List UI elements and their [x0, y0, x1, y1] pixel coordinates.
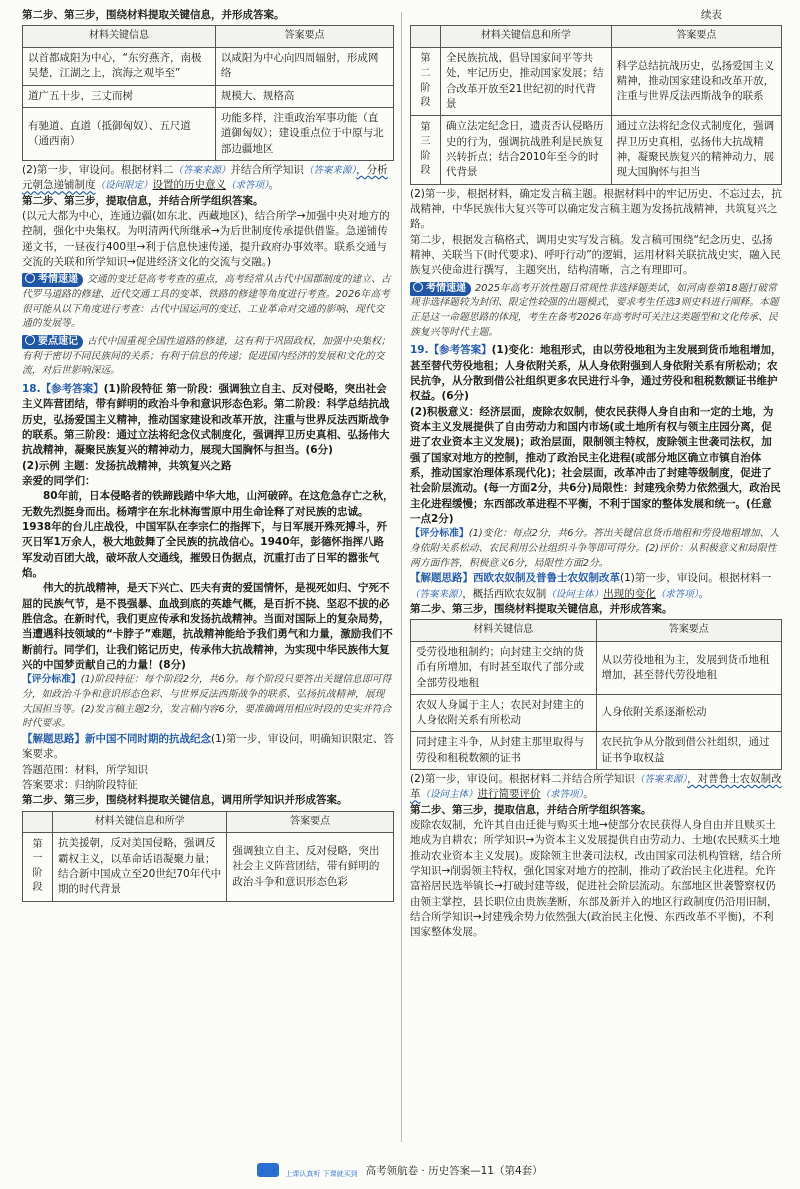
answer-text: 亲爱的同学们： [22, 474, 96, 487]
text: 。 [698, 587, 710, 600]
table-row [23, 107, 394, 160]
step-heading: 第二步、第三步，提取信息，并结合所学组织答案。 [410, 803, 652, 816]
table-header: 材料关键信息和所学 [441, 26, 612, 48]
table-cell: 全民族抗战，倡导国家间平等共处，牢记历史，推动国家发展；结合改革开放至21世纪初的时代背景 [441, 47, 612, 115]
handwritten-note: （设问限定） [95, 180, 153, 192]
exam-trend-box [22, 273, 394, 332]
magnifier-icon [25, 273, 35, 283]
magnifier-icon [25, 335, 35, 345]
text: 。 [268, 179, 280, 192]
paragraph: (2)第一步，根据材料，确定发言稿主题。根据材料中的牢记历史、不忘过去，抗战精神，中华民族伟大复兴等可以确定发言稿主题为发扬抗战精神，共筑复兴之路。 [410, 187, 782, 231]
table-header: 答案要点 [215, 26, 393, 48]
scoring-criteria-2 [410, 527, 782, 571]
key-points-text: 古代中国重视全国性道路的修建，这有利于巩固政权，加强中央集权；有利于密切不同民族间的关系；有利于信息的传递；促进国内经济的发展和文化的交流，对后世影响深远。 [22, 335, 391, 377]
table-row [411, 694, 782, 732]
scoring-label: 【评分标准】 [22, 674, 81, 686]
table-cell: 农民抗争从分散到借公社组织，通过证书争取权益 [596, 732, 782, 770]
table-cell: 以咸阳为中心向四周辐射，形成网络 [215, 47, 393, 85]
badge-label: 要点速记 [38, 335, 78, 347]
paragraph: (以元大都为中心，连通边疆(如东北、西藏地区)，结合所学→加强中央对地方的控制，强化中央集权。为明清两代所继承→为后世制度传承提供借鉴。急递铺传递文书，一昼夜行400里→利于信息快速传递，提升政府办事效率。联系交通与交流的关联和所学知识→促进经济文化的交流与交融。) [22, 209, 390, 268]
question-number: 18. [22, 383, 41, 395]
table-cell: 农奴人身属于主人；农民对封建主的人身依附关系有所松动 [411, 694, 597, 732]
scoring-label: 【评分标准】 [410, 528, 469, 540]
q19-part2-question [410, 772, 782, 803]
text: 设置的历史意义 [152, 179, 227, 192]
table-cell: 确立法定纪念日，遗责否认侵略历史的行为，强调抗战胜利是民族复兴转折点；结合2010年至今的时代背景 [441, 116, 612, 184]
scoring-criteria [22, 673, 394, 732]
table-row [411, 116, 782, 184]
paragraph: 答题范围：材料，所学知识 [22, 763, 148, 776]
table-cell: 规模大、规格高 [215, 85, 393, 107]
answer-text: (2)示例 主题：发扬抗战精神，共筑复兴之路 [22, 459, 232, 472]
scoring-text: (1)阶段特征：每个阶段2分，共6分。每个阶段只要答出关键信息即可得分，如政治斗争和意识形态色彩、与世界反法西斯战争的联系、弘扬抗战精神，展现大国担当等。(2)发言稿主题2分，发言稿内容6分，要准确调用相应时段的史实并符合时代要求。 [22, 674, 392, 730]
table-cell: 抗美援朝，反对美国侵略，强调反霸权主义，以革命话语凝聚力量；结合新中国成立至20世纪70年代中期的时代背景 [53, 833, 227, 901]
solving-approach [22, 732, 394, 763]
table-cell: 以首都咸阳为中心，“东穷燕齐，南极吴楚，江湖之上，滨海之观毕至” [23, 47, 216, 85]
key-points-box [22, 335, 394, 379]
key-info-table-2 [410, 619, 782, 770]
answer-label: 【参考答案】 [428, 344, 492, 357]
handwritten-note: （答案来源） [303, 164, 357, 176]
q19-answer [410, 343, 782, 404]
answer-label: 【参考答案】 [40, 383, 104, 395]
badge-label: 考情速递 [426, 282, 466, 294]
answer-text: 伟大的抗战精神，是天下兴亡、匹夫有责的爱国情怀，是视死如归、宁死不屈的民族气节，是不畏强暴、血战到底的英雄气概，是百折不挠、坚忍不拔的必胜信念。在新时代，我们更应传承和发扬抗战精神。当面对国际上的复杂局势，当遭遇科技领域的“卡脖子”难题，抗战精神能给予我们勇气和力量，激励我们不断前行。同学们，让我们铭记历史，传承伟大抗战精神，为实现中华民族伟大复兴的中国梦贡献自己的力量！(8分) [22, 582, 393, 671]
key-points-badge [22, 335, 83, 349]
magnifier-icon [413, 282, 423, 292]
handwritten-note: （求答项） [655, 588, 699, 600]
table-cell: 受劳役地租制约；向封建主交纳的货币有所增加，有时甚至取代了部分或全部劳役地租 [411, 641, 597, 694]
key-info-table-1 [22, 25, 394, 161]
text: (1)第一步，审设问。根据材料一 [620, 572, 772, 585]
handwritten-note: （答案来源） [410, 588, 463, 600]
approach-topic: 西欧农奴制及普鲁士农奴制改革 [473, 572, 620, 585]
step-heading: 第二步、第三步，围绕材料提取关键信息，并形成答案。 [22, 9, 285, 21]
table-row [23, 47, 394, 85]
exam-trend-badge [22, 273, 83, 287]
left-column [22, 8, 394, 904]
table-header: 答案要点 [227, 811, 394, 833]
paragraph: 废除农奴制，允许其自由迁徙与购买土地→使部分农民获得人身自由并且赎买土地成为自耕农；所学知识→为资本主义发展提供自由劳动力、土地(农民赎买土地推动农业资本主义发展)。废除领主世袭司法权，改由国家司法机构管辖，结合所学知识→削弱领主特权，强化国家对地方的控制，推动了政治民主化进程。允许富裕居民选举镇长→打破封建等级，促进社会阶层流动。东部地区世袭警察权仍由领主掌控，县长职位由贵族垄断，东部及新并入的地区行政制度仍沿用旧制，结合所学知识→封建残余势力依然强大(政治民主化慢、东西改革不平衡)，不利国家整体发展。 [410, 819, 782, 939]
answer-text: 80年前，日本侵略者的铁蹄践踏中华大地，山河破碎。在这危急存亡之秋，无数先烈挺身而出。杨靖宇在东北林海雪原中用生命诠释了对民族的忠诚。1938年的台儿庄战役，中国军队在李宗仁的指挥下，与日军展开殊死搏斗，歼灭日军1万余人，极大地鼓舞了全民族的抗战信心。1940年，彭德怀指挥八路军发动百团大战，破坏敌人交通线，摧毁日伪据点，沉重打击了日军的嚣张气焰。 [22, 490, 394, 579]
page-footer [0, 1163, 800, 1179]
badge-label: 考情速递 [38, 274, 78, 286]
text: (2)第一步，审设问。根据材料二 [22, 163, 174, 176]
table-header: 答案要点 [611, 26, 781, 48]
table-row [411, 47, 782, 115]
table-continued-label: 续表 [701, 9, 722, 21]
exam-trend-text: 交通的变迁是高考考查的重点，高考经常从古代中国郡制度的建立、古代罗马道路的修建、近代交通工具的变革、铁路的修建等角度进行考查。2026年高考很可能从以下角度进行考查：古代中国运河的变迁、工业革命对交通的影响、现代交通的发展等。 [22, 274, 391, 330]
handwritten-note: （答案来源） [173, 164, 231, 176]
table-header: 材料关键信息 [411, 620, 597, 642]
table-row [411, 641, 782, 694]
table-header [23, 811, 53, 833]
footer-text: 高考领航卷 · 历史答案—11（第4套） [365, 1165, 543, 1177]
handwritten-note: （设问主体） [546, 588, 604, 600]
table-cell: 人身依附关系逐渐松动 [596, 694, 782, 732]
table-cell: 第一阶段 [23, 833, 53, 901]
handwritten-note: （设问主体） [420, 789, 478, 801]
approach-label: 【解题思路】 [410, 572, 473, 585]
q18-answer [22, 382, 394, 459]
publisher-logo-icon [257, 1163, 279, 1177]
approach-text: (1)第一步，审设问，明确知识限定、答案要求。 [22, 732, 394, 761]
table-cell: 功能多样，注重政治军事功能（直道御匈奴）；建设重点位于中原与北部边疆地区 [215, 107, 393, 160]
text: 出现的变化 [603, 587, 656, 600]
exam-trend-text: 2025年高考开放性题目常规性非选择题类试，如河南卷第18题打破常规非选择题较为封闭、限定性较强的出题模式，要求考生任选3则史料进行阐释。本题正是这一命题思路的体现，考生在备考2026年高考时可关注这类题型和文化传承、民族复兴等时代主题。 [410, 282, 779, 338]
table-row [411, 732, 782, 770]
answer-text: (1)变化：地租形式，由以劳役地租为主发展到货币地租增加，甚至替代劳役地租；人身依附关系，从人身依附强到人身依附关系有所松动；农民抗争，从分散到借公社组织更多农民进行斗争，通过劳役和租税数额证书维护权益。(6分) [410, 344, 782, 403]
table-cell: 同封建主斗争，从封建主那里取得与劳役和租税数额的证书 [411, 732, 597, 770]
handwritten-note: （求答项） [226, 180, 269, 192]
right-column [410, 8, 782, 941]
text: ，概括西欧农奴制 [462, 587, 547, 600]
paragraph: 答案要求：归纳阶段特征 [22, 778, 138, 791]
table-cell: 通过立法将纪念仪式制度化，强调捍卫历史真相，弘扬伟大抗战精神，凝聚民族复兴的精神动力，展现大国胸怀与担当 [611, 116, 781, 184]
table-row [23, 833, 394, 901]
table-cell: 强调独立自主、反对侵略，突出社会主义阵营团结，带有鲜明的政治斗争和意识形态色彩 [227, 833, 394, 901]
handwritten-note: （答案来源） [634, 774, 688, 786]
text: ，分析元朝急递铺制度 [22, 163, 388, 192]
text: (2)第一步，审设问。根据材料二并结合所学知识 [410, 773, 635, 786]
solving-approach-2 [410, 571, 782, 602]
text: 并结合所学知识 [230, 163, 304, 176]
column-divider [401, 12, 402, 1142]
approach-topic: 新中国不同时期的抗战纪念 [85, 732, 211, 745]
table-row [23, 85, 394, 107]
table-cell: 有驰道、直道（抵御匈奴）、五尺道（通西南） [23, 107, 216, 160]
paragraph: 第二步，根据发言稿格式，调用史实写发言稿。发言稿可围绕“纪念历史、弘扬精神、关联当下(时代要求)、呼吁行动”的逻辑，运用材料关联抗战史实，融入民族复兴使命进行撰写，主题突出，结构清晰，言之有理即可。 [410, 233, 781, 277]
logo-text: 上课认真听 下课就买到 [285, 1170, 358, 1178]
scoring-text: (1)变化：每点2分，共6分。答出关键信息货币地租和劳役地租增加、人身依附关系松动、农民利用公社组织斗争等即可得分。(2)评价：从积极意义和局限性两方面作答，积极意义6分，局限性方面2分。 [410, 528, 780, 569]
table-cell: 第二阶段 [411, 47, 441, 115]
table-cell: 科学总结抗战历史，弘扬爱国主义精神，推动国家建设和改革开放，注重与世界反法西斯战争的联系 [611, 47, 781, 115]
text: ，对普鲁士农奴制改革 [410, 773, 782, 801]
table-cell: 第三阶段 [411, 116, 441, 184]
table-cell: 道广五十步，三丈而树 [23, 85, 216, 107]
q17-part2-question [22, 163, 394, 194]
stage-table-1 [22, 811, 394, 902]
question-number: 19. [410, 344, 429, 357]
table-header: 答案要点 [596, 620, 782, 642]
table-header [411, 26, 441, 48]
table-cell: 从以劳役地租为主，发展到货币地租增加，甚至替代劳役地租 [596, 641, 782, 694]
answer-text: (2)积极意义：经济层面，废除农奴制，使农民获得人身自由和一定的土地，为资本主义发展提供了自由劳动力和国内市场(或土地所有权与领主庄园分离，促进了农业资本主义发展)；政治层面，限制领主特权，废除领主世袭司法权，加强了国家对地方的控制，推动了政治民主化进程(或部分地区确立市镇自治体系，推动国家治理体系现代化)；社会层面，改革冲击了封建等级制度，促进了社会阶层流动。(每一方面2分，共6分)局限性：封建残余势力依然强大，政治民主化进程缓慢；东西部改革进程不平衡，不利于国家的整体发展和统一。(任意一点2分) [410, 405, 781, 525]
step-heading: 第二步、第三步，围绕材料提取关键信息，调用所学知识并形成答案。 [22, 794, 348, 807]
text: 。 [583, 788, 594, 801]
text: 进行简要评价 [477, 788, 541, 801]
approach-label: 【解题思路】 [22, 732, 85, 745]
table-header: 材料关键信息和所学 [53, 811, 227, 833]
answer-text: (1)阶段特征 第一阶段：强调独立自主、反对侵略，突出社会主义阵营团结，带有鲜明的政治斗争和意识形态色彩。第二阶段：科学总结抗战历史，弘扬爱国主义精神，推动国家建设和改革开放，注重与世界反法西斯战争的联系。第三阶段：通过立法将纪念仪式制度化，强调捍卫历史真相、弘扬伟大抗战精神，凝聚民族复兴的精神动力，展现大国胸怀与担当。(6分) [22, 383, 390, 457]
step-heading: 第二步、第三步，围绕材料提取关键信息，并形成答案。 [410, 602, 673, 615]
step-heading: 第二步、第三步，提取信息，并结合所学组织答案。 [22, 194, 264, 207]
exam-trend-badge [410, 282, 471, 296]
stage-table-2 [410, 25, 782, 184]
exam-trend-box-2 [410, 282, 782, 341]
handwritten-note: （求答项） [540, 789, 584, 801]
table-header: 材料关键信息 [23, 26, 216, 48]
